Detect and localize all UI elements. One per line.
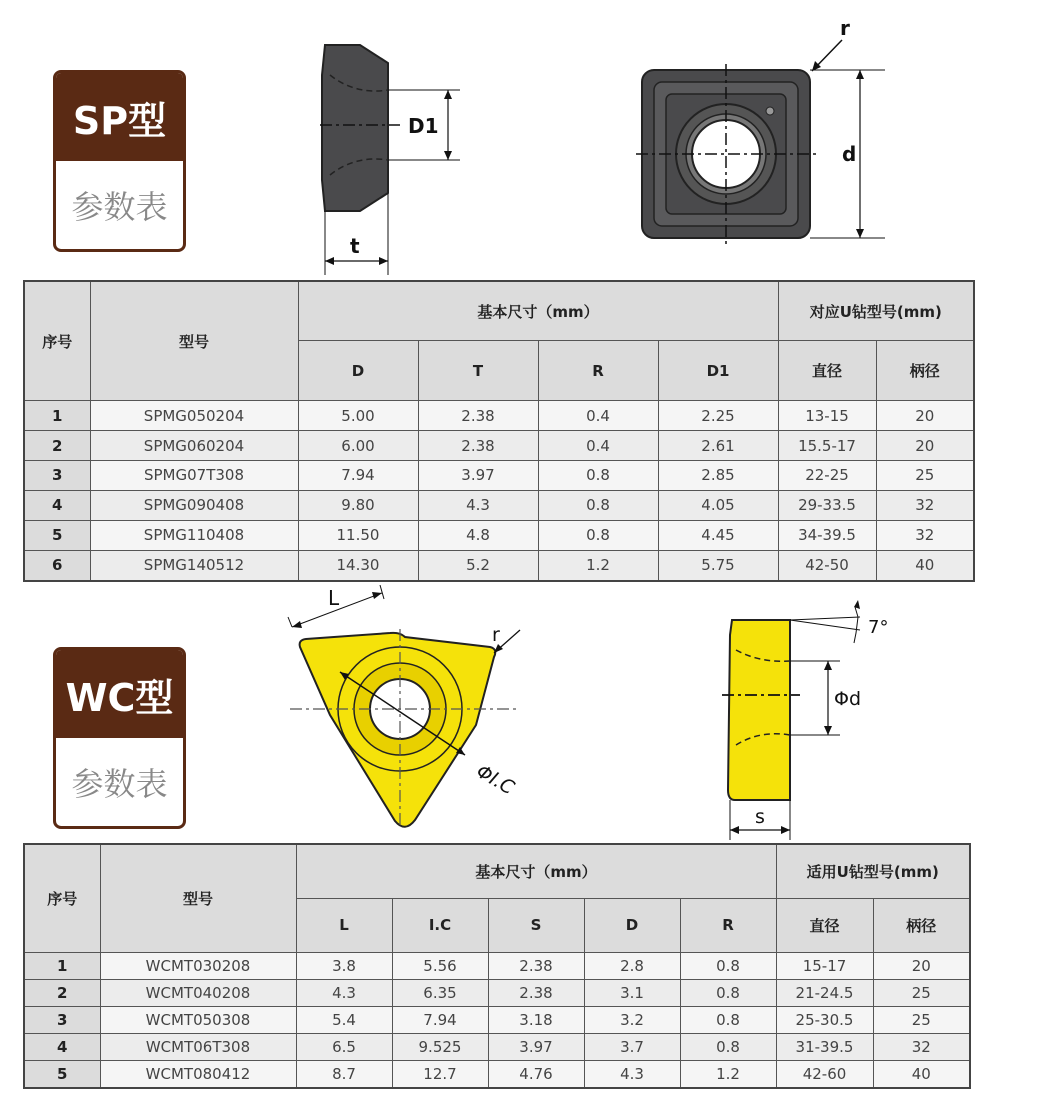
wc-header-model: 型号 [100, 844, 296, 952]
table-cell: 34-39.5 [778, 520, 876, 550]
table-cell: 2.61 [658, 431, 778, 461]
table-cell: 5.75 [658, 550, 778, 581]
table-cell: 22-25 [778, 461, 876, 491]
wc-label-ic: ΦI.C [472, 760, 519, 800]
wc-badge [53, 647, 186, 829]
table-cell: 32 [876, 490, 974, 520]
table-row [24, 1033, 970, 1060]
sp-subheader: 直径 [778, 341, 876, 401]
table-cell: 3.7 [584, 1033, 680, 1060]
row-index: 1 [24, 952, 100, 979]
model-cell: WCMT040208 [100, 979, 296, 1006]
table-row [24, 550, 974, 581]
table-cell: 25 [876, 461, 974, 491]
wc-header-seq: 序号 [24, 844, 100, 952]
model-cell: SPMG060204 [90, 431, 298, 461]
table-cell: 6.00 [298, 431, 418, 461]
sp-label-d1: D1 [408, 114, 439, 138]
table-cell: 7.94 [298, 461, 418, 491]
table-cell: 5.00 [298, 401, 418, 431]
sp-label-r: r [840, 16, 850, 40]
sp-table-body [24, 401, 974, 581]
wc-header-drill: 适用U钻型号(mm) [776, 844, 970, 898]
sp-spec-table [23, 280, 975, 582]
wc-subheader: S [488, 898, 584, 952]
table-cell: 21-24.5 [776, 979, 873, 1006]
sp-subheader: 柄径 [876, 341, 974, 401]
table-cell: 1.2 [680, 1060, 776, 1088]
table-cell: 5.4 [296, 1006, 392, 1033]
table-cell: 3.97 [418, 461, 538, 491]
table-cell: 3.2 [584, 1006, 680, 1033]
table-cell: 31-39.5 [776, 1033, 873, 1060]
table-cell: 0.8 [680, 1033, 776, 1060]
table-cell: 14.30 [298, 550, 418, 581]
wc-label-r: r [492, 624, 500, 646]
sp-badge-subtitle: 参数表 [71, 188, 168, 226]
wc-header-basic: 基本尺寸（mm） [296, 844, 776, 898]
table-cell: 0.8 [538, 520, 658, 550]
wc-side-view-diagram [710, 595, 910, 840]
wc-badge-subtitle: 参数表 [71, 765, 168, 803]
wc-subheader: L [296, 898, 392, 952]
sp-subheader: R [538, 341, 658, 401]
table-cell: 42-60 [776, 1060, 873, 1088]
table-cell: 6.35 [392, 979, 488, 1006]
sp-label-t: t [350, 234, 360, 258]
table-cell: 25 [873, 1006, 970, 1033]
wc-subheader: R [680, 898, 776, 952]
model-cell: WCMT030208 [100, 952, 296, 979]
table-cell: 40 [873, 1060, 970, 1088]
row-index: 2 [24, 979, 100, 1006]
table-cell: 4.05 [658, 490, 778, 520]
wc-label-angle: 7° [868, 617, 889, 638]
wc-subheader: 直径 [776, 898, 873, 952]
table-row [24, 490, 974, 520]
table-cell: 2.25 [658, 401, 778, 431]
table-cell: 2.38 [418, 401, 538, 431]
table-cell: 20 [876, 401, 974, 431]
table-cell: 2.38 [418, 431, 538, 461]
row-index: 4 [24, 1033, 100, 1060]
table-row [24, 979, 970, 1006]
table-cell: 15.5-17 [778, 431, 876, 461]
model-cell: SPMG090408 [90, 490, 298, 520]
table-cell: 2.38 [488, 979, 584, 1006]
table-cell: 0.8 [680, 979, 776, 1006]
table-cell: 5.2 [418, 550, 538, 581]
table-row [24, 952, 970, 979]
table-row [24, 1060, 970, 1088]
model-cell: SPMG07T308 [90, 461, 298, 491]
wc-label-l: L [328, 586, 340, 610]
wc-top-view-diagram [280, 585, 550, 835]
wc-subheader: D [584, 898, 680, 952]
sp-subheader: D1 [658, 341, 778, 401]
sp-label-d: d [842, 142, 857, 166]
table-cell: 3.8 [296, 952, 392, 979]
table-cell: 32 [876, 520, 974, 550]
table-cell: 20 [876, 431, 974, 461]
sp-top-view-diagram [630, 15, 890, 250]
table-cell: 5.56 [392, 952, 488, 979]
table-cell: 3.18 [488, 1006, 584, 1033]
model-cell: SPMG050204 [90, 401, 298, 431]
table-cell: 2.85 [658, 461, 778, 491]
table-cell: 0.4 [538, 431, 658, 461]
table-row [24, 520, 974, 550]
table-row [24, 431, 974, 461]
table-cell: 42-50 [778, 550, 876, 581]
table-cell: 0.8 [680, 1006, 776, 1033]
table-cell: 4.45 [658, 520, 778, 550]
sp-badge-title: SP型 [56, 73, 183, 161]
table-cell: 12.7 [392, 1060, 488, 1088]
model-cell: SPMG110408 [90, 520, 298, 550]
table-cell: 2.8 [584, 952, 680, 979]
model-cell: WCMT080412 [100, 1060, 296, 1088]
sp-header-model: 型号 [90, 281, 298, 401]
table-cell: 0.8 [680, 952, 776, 979]
row-index: 2 [24, 431, 90, 461]
table-cell: 4.76 [488, 1060, 584, 1088]
wc-badge-title: WC型 [56, 650, 183, 738]
sp-subheader: D [298, 341, 418, 401]
table-cell: 20 [873, 952, 970, 979]
wc-label-s: s [755, 806, 765, 828]
table-cell: 4.3 [296, 979, 392, 1006]
table-row [24, 401, 974, 431]
model-cell: WCMT050308 [100, 1006, 296, 1033]
row-index: 1 [24, 401, 90, 431]
table-cell: 9.80 [298, 490, 418, 520]
wc-label-phid: Φd [834, 688, 862, 710]
model-cell: SPMG140512 [90, 550, 298, 581]
sp-header-drill: 对应U钻型号(mm) [778, 281, 974, 341]
table-cell: 6.5 [296, 1033, 392, 1060]
wc-table-body [24, 952, 970, 1088]
table-cell: 3.1 [584, 979, 680, 1006]
table-row [24, 461, 974, 491]
row-index: 3 [24, 1006, 100, 1033]
table-cell: 13-15 [778, 401, 876, 431]
table-cell: 0.8 [538, 461, 658, 491]
table-cell: 11.50 [298, 520, 418, 550]
sp-side-view-diagram [300, 35, 470, 280]
row-index: 4 [24, 490, 90, 520]
table-cell: 40 [876, 550, 974, 581]
model-cell: WCMT06T308 [100, 1033, 296, 1060]
table-cell: 7.94 [392, 1006, 488, 1033]
table-cell: 3.97 [488, 1033, 584, 1060]
table-row [24, 1006, 970, 1033]
table-cell: 4.3 [418, 490, 538, 520]
sp-header-basic: 基本尺寸（mm） [298, 281, 778, 341]
table-cell: 25 [873, 979, 970, 1006]
table-cell: 32 [873, 1033, 970, 1060]
table-cell: 0.4 [538, 401, 658, 431]
row-index: 5 [24, 1060, 100, 1088]
sp-header-seq: 序号 [24, 281, 90, 401]
wc-subheader: 柄径 [873, 898, 970, 952]
sp-subheader: T [418, 341, 538, 401]
table-cell: 29-33.5 [778, 490, 876, 520]
table-cell: 8.7 [296, 1060, 392, 1088]
table-cell: 4.3 [584, 1060, 680, 1088]
row-index: 3 [24, 461, 90, 491]
wc-spec-table [23, 843, 971, 1089]
table-cell: 1.2 [538, 550, 658, 581]
sp-badge [53, 70, 186, 252]
wc-subheader: I.C [392, 898, 488, 952]
table-cell: 15-17 [776, 952, 873, 979]
table-cell: 2.38 [488, 952, 584, 979]
table-cell: 25-30.5 [776, 1006, 873, 1033]
row-index: 5 [24, 520, 90, 550]
table-cell: 9.525 [392, 1033, 488, 1060]
table-cell: 4.8 [418, 520, 538, 550]
table-cell: 0.8 [538, 490, 658, 520]
row-index: 6 [24, 550, 90, 581]
